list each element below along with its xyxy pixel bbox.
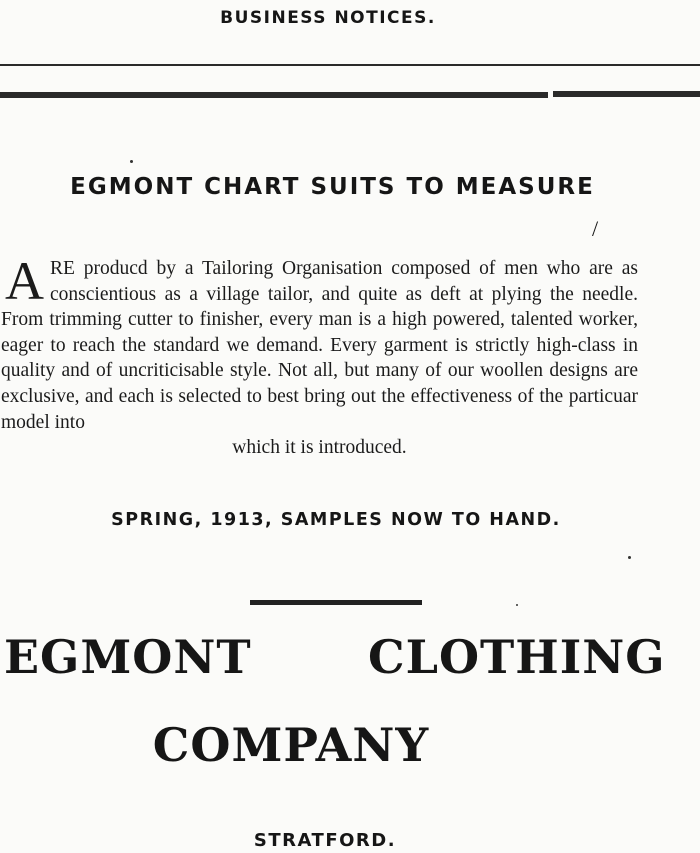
section-title: BUSINESS NOTICES.: [220, 8, 436, 28]
print-speck: [628, 556, 631, 559]
advert-body: [1, 251, 638, 461]
short-divider: [250, 600, 422, 605]
company-name-word-1: EGMONT: [4, 630, 252, 684]
company-town: STRATFORD.: [253, 830, 397, 851]
print-speck: [130, 160, 133, 163]
thick-divider-right: [553, 91, 700, 97]
print-mark: /: [592, 216, 599, 241]
print-speck: [516, 604, 518, 606]
advert-body-last-line: which it is introduced.: [232, 437, 407, 459]
samples-notice: SPRING, 1913, SAMPLES NOW TO HAND.: [111, 510, 561, 530]
advert-headline: EGMONT CHART SUITS TO MEASURE: [70, 174, 595, 200]
drop-cap: A: [5, 251, 44, 311]
top-divider: [0, 64, 700, 66]
advert-body-text: RE producd by a Tailoring Organisation composed of men who are as conscientious as a village tailor, and quite as deft at plying the needle. From trimming cutter to finisher, every man is a high powered, talented worker, eager to reach the standard we demand. Every garment is strictly high-class in quality and of uncriticisable style. Not all, but many of our woollen designs are exclusive, and each is selected to best bring out the effectiveness of the particuar model into: [1, 258, 638, 433]
company-name-word-2: CLOTHING: [368, 630, 666, 684]
thick-divider-left: [0, 92, 548, 98]
company-name-word-3: COMPANY: [152, 718, 430, 772]
